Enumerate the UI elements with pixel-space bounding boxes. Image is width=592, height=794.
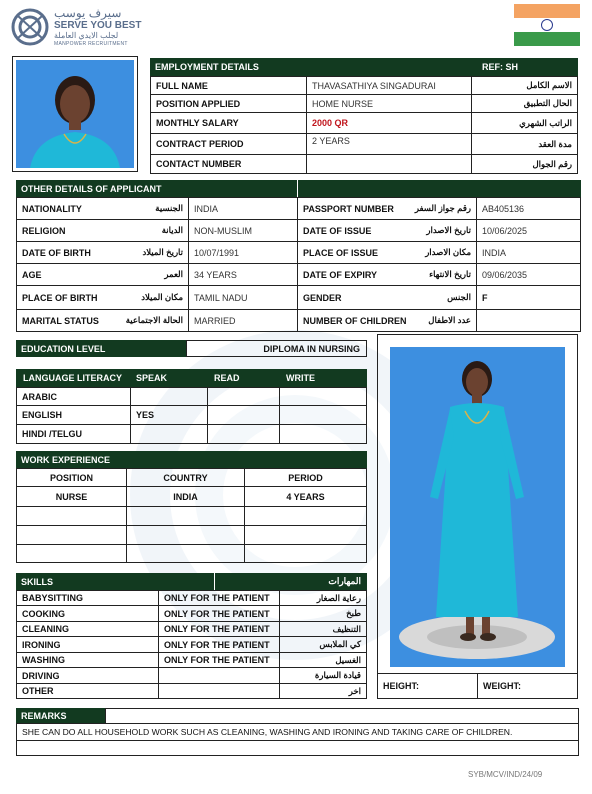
logo-name: SERVE YOU BEST [54,20,142,31]
work-row-empty [126,544,245,563]
religion-label: RELIGION [16,219,118,242]
language-header [16,369,367,387]
work-col-period: PERIOD [244,468,367,487]
language-col-write: WRITE [286,373,315,383]
language-arabic-read [207,387,280,406]
skills-header [16,573,367,590]
issue-date-value: 10/06/2025 [476,219,581,242]
skill-ar: قيادة السيارة [279,667,367,684]
work-row-empty [244,506,367,526]
remarks-text: SHE CAN DO ALL HOUSEHOLD WORK SUCH AS CLEANING, WASHING AND IRONING AND TAKING CARE OF CHILDREN. [16,723,579,741]
skill-value [158,667,280,684]
marital-label: MARITAL STATUS [16,309,118,332]
skill-value: ONLY FOR THE PATIENT [158,652,280,668]
children-label: NUMBER OF CHILDREN [297,309,412,332]
expiry-ar: تاريخ الانتهاء [409,263,477,286]
age-ar: العمر [117,263,189,286]
position-value: HOME NURSE [306,94,472,113]
work-row-empty [244,525,367,545]
dob-value: 10/07/1991 [188,241,298,264]
height-field: HEIGHT: [377,673,478,699]
language-english-speak: YES [130,405,208,425]
passport-photo [12,56,138,172]
ref-label: REF: SH [482,62,518,72]
language-english-write [279,405,367,425]
language-row-arabic: ARABIC [16,387,131,406]
skill-ar: الغسيل [279,652,367,668]
employment-title: EMPLOYMENT DETAILS [155,62,259,72]
skill-value: ONLY FOR THE PATIENT [158,605,280,622]
logo-sub: MANPOWER RECRUITMENT [54,41,128,47]
issue-date-ar: تاريخ الاصدار [409,219,477,242]
passport-ar: رقم جواز السفر [409,197,477,220]
skill-ar: اخر [279,683,367,699]
skill-ar: كي الملابس [279,636,367,653]
skill-label: DRIVING [16,667,159,684]
skill-value: ONLY FOR THE PATIENT [158,636,280,653]
position-ar: الحال التطبيق [471,94,578,113]
work-col-position: POSITION [16,468,127,487]
contact-label: CONTACT NUMBER [150,154,307,174]
language-col-read: READ [214,373,240,383]
language-english-read [207,405,280,425]
work-row-empty [16,506,127,526]
contact-value [306,154,472,174]
chakra-icon [541,19,553,31]
logo [10,6,160,48]
language-row-english: ENGLISH [16,405,131,425]
pob-value: TAMIL NADU [188,285,298,310]
work-col-country: COUNTRY [126,468,245,487]
gender-value: F [476,285,581,310]
remarks-title: REMARKS [21,711,67,721]
issue-place-value: INDIA [476,241,581,264]
logo-emblem-icon [10,6,50,48]
full-name-label: FULL NAME [150,76,307,95]
remarks-header [16,708,106,724]
skills-title: SKILLS [21,576,54,587]
education-value: DIPLOMA IN NURSING [186,340,367,357]
religion-ar: الديانة [117,219,189,242]
nationality-value: INDIA [188,197,298,220]
expiry-label: DATE OF EXPIRY [297,263,412,286]
pob-ar: مكان الميلاد [117,285,189,310]
salary-value: 2000 QR [306,112,472,134]
skill-label: COOKING [16,605,159,622]
language-arabic-write [279,387,367,406]
footer-code: SYB/MCV/IND/24/09 [468,770,543,779]
work-header [16,451,367,468]
full-body-photo [377,334,578,674]
other-details-title: OTHER DETAILS OF APPLICANT [21,183,162,194]
skill-label: CLEANING [16,621,159,637]
expiry-value: 09/06/2035 [476,263,581,286]
skill-ar: طبخ [279,605,367,622]
contact-ar: رقم الجوال [471,154,578,174]
skill-label: BABYSITTING [16,590,159,606]
language-hindi-read [207,424,280,444]
skill-label: WASHING [16,652,159,668]
full-name-ar: الاسم الكامل [471,76,578,95]
religion-value: NON-MUSLIM [188,219,298,242]
education-header [16,340,187,357]
salary-ar: الراتب الشهري [471,112,578,134]
skill-value [158,683,280,699]
other-details-header [16,180,581,197]
language-col-speak: SPEAK [136,373,168,383]
skill-label: OTHER [16,683,159,699]
india-flag [514,4,580,46]
work-row-empty [126,525,245,545]
work-row-empty [126,506,245,526]
work-row-country: INDIA [126,486,245,507]
language-col-literacy: LANGUAGE LITERACY [23,373,122,383]
nationality-ar: الجنسية [117,197,189,220]
age-label: AGE [16,263,118,286]
logo-arabic-sub: لجلب الايدي العاملة [54,31,119,40]
salary-label: MONTHLY SALARY [150,112,307,134]
children-ar: عدد الاطفال [409,309,477,332]
remarks-header-blank [105,708,579,724]
gender-ar: الجنس [409,285,477,310]
contract-value: 2 YEARS [306,133,472,155]
education-title: EDUCATION LEVEL [21,343,106,354]
full-name-value: THAVASATHIYA SINGADURAI [306,76,472,95]
logo-arabic: سيرف يوسب [54,6,122,20]
work-row-empty [16,525,127,545]
issue-place-label: PLACE OF ISSUE [297,241,412,264]
work-row-position: NURSE [16,486,127,507]
skill-value: ONLY FOR THE PATIENT [158,621,280,637]
weight-field: WEIGHT: [477,673,578,699]
other-details-divider [297,180,298,197]
work-title: WORK EXPERIENCE [21,454,111,465]
skills-header-divider [214,573,215,590]
skill-label: IRONING [16,636,159,653]
skill-ar: التنظيف [279,621,367,637]
gender-label: GENDER [297,285,412,310]
marital-ar: الحالة الاجتماعية [117,309,189,332]
contract-label: CONTRACT PERIOD [150,133,307,155]
nationality-label: NATIONALITY [16,197,118,220]
work-row-empty [244,544,367,563]
skill-value: ONLY FOR THE PATIENT [158,590,280,606]
children-value [476,309,581,332]
language-hindi-write [279,424,367,444]
dob-label: DATE OF BIRTH [16,241,118,264]
work-row-period: 4 YEARS [244,486,367,507]
dob-ar: تاريخ الميلاد [117,241,189,264]
language-row-hindi: HINDI /TELGU [16,424,131,444]
language-hindi-speak [130,424,208,444]
position-label: POSITION APPLIED [150,94,307,113]
language-arabic-speak [130,387,208,406]
skills-title-ar: المهارات [328,576,361,586]
issue-place-ar: مكان الاصدار [409,241,477,264]
issue-date-label: DATE OF ISSUE [297,219,412,242]
remarks-blank-row [16,740,579,756]
marital-value: MARRIED [188,309,298,332]
pob-label: PLACE OF BIRTH [16,285,118,310]
work-row-empty [16,544,127,563]
contract-ar: مدة العقد [471,133,578,155]
passport-label: PASSPORT NUMBER [297,197,412,220]
passport-value: AB405136 [476,197,581,220]
age-value: 34 YEARS [188,263,298,286]
skill-ar: رعاية الصغار [279,590,367,606]
